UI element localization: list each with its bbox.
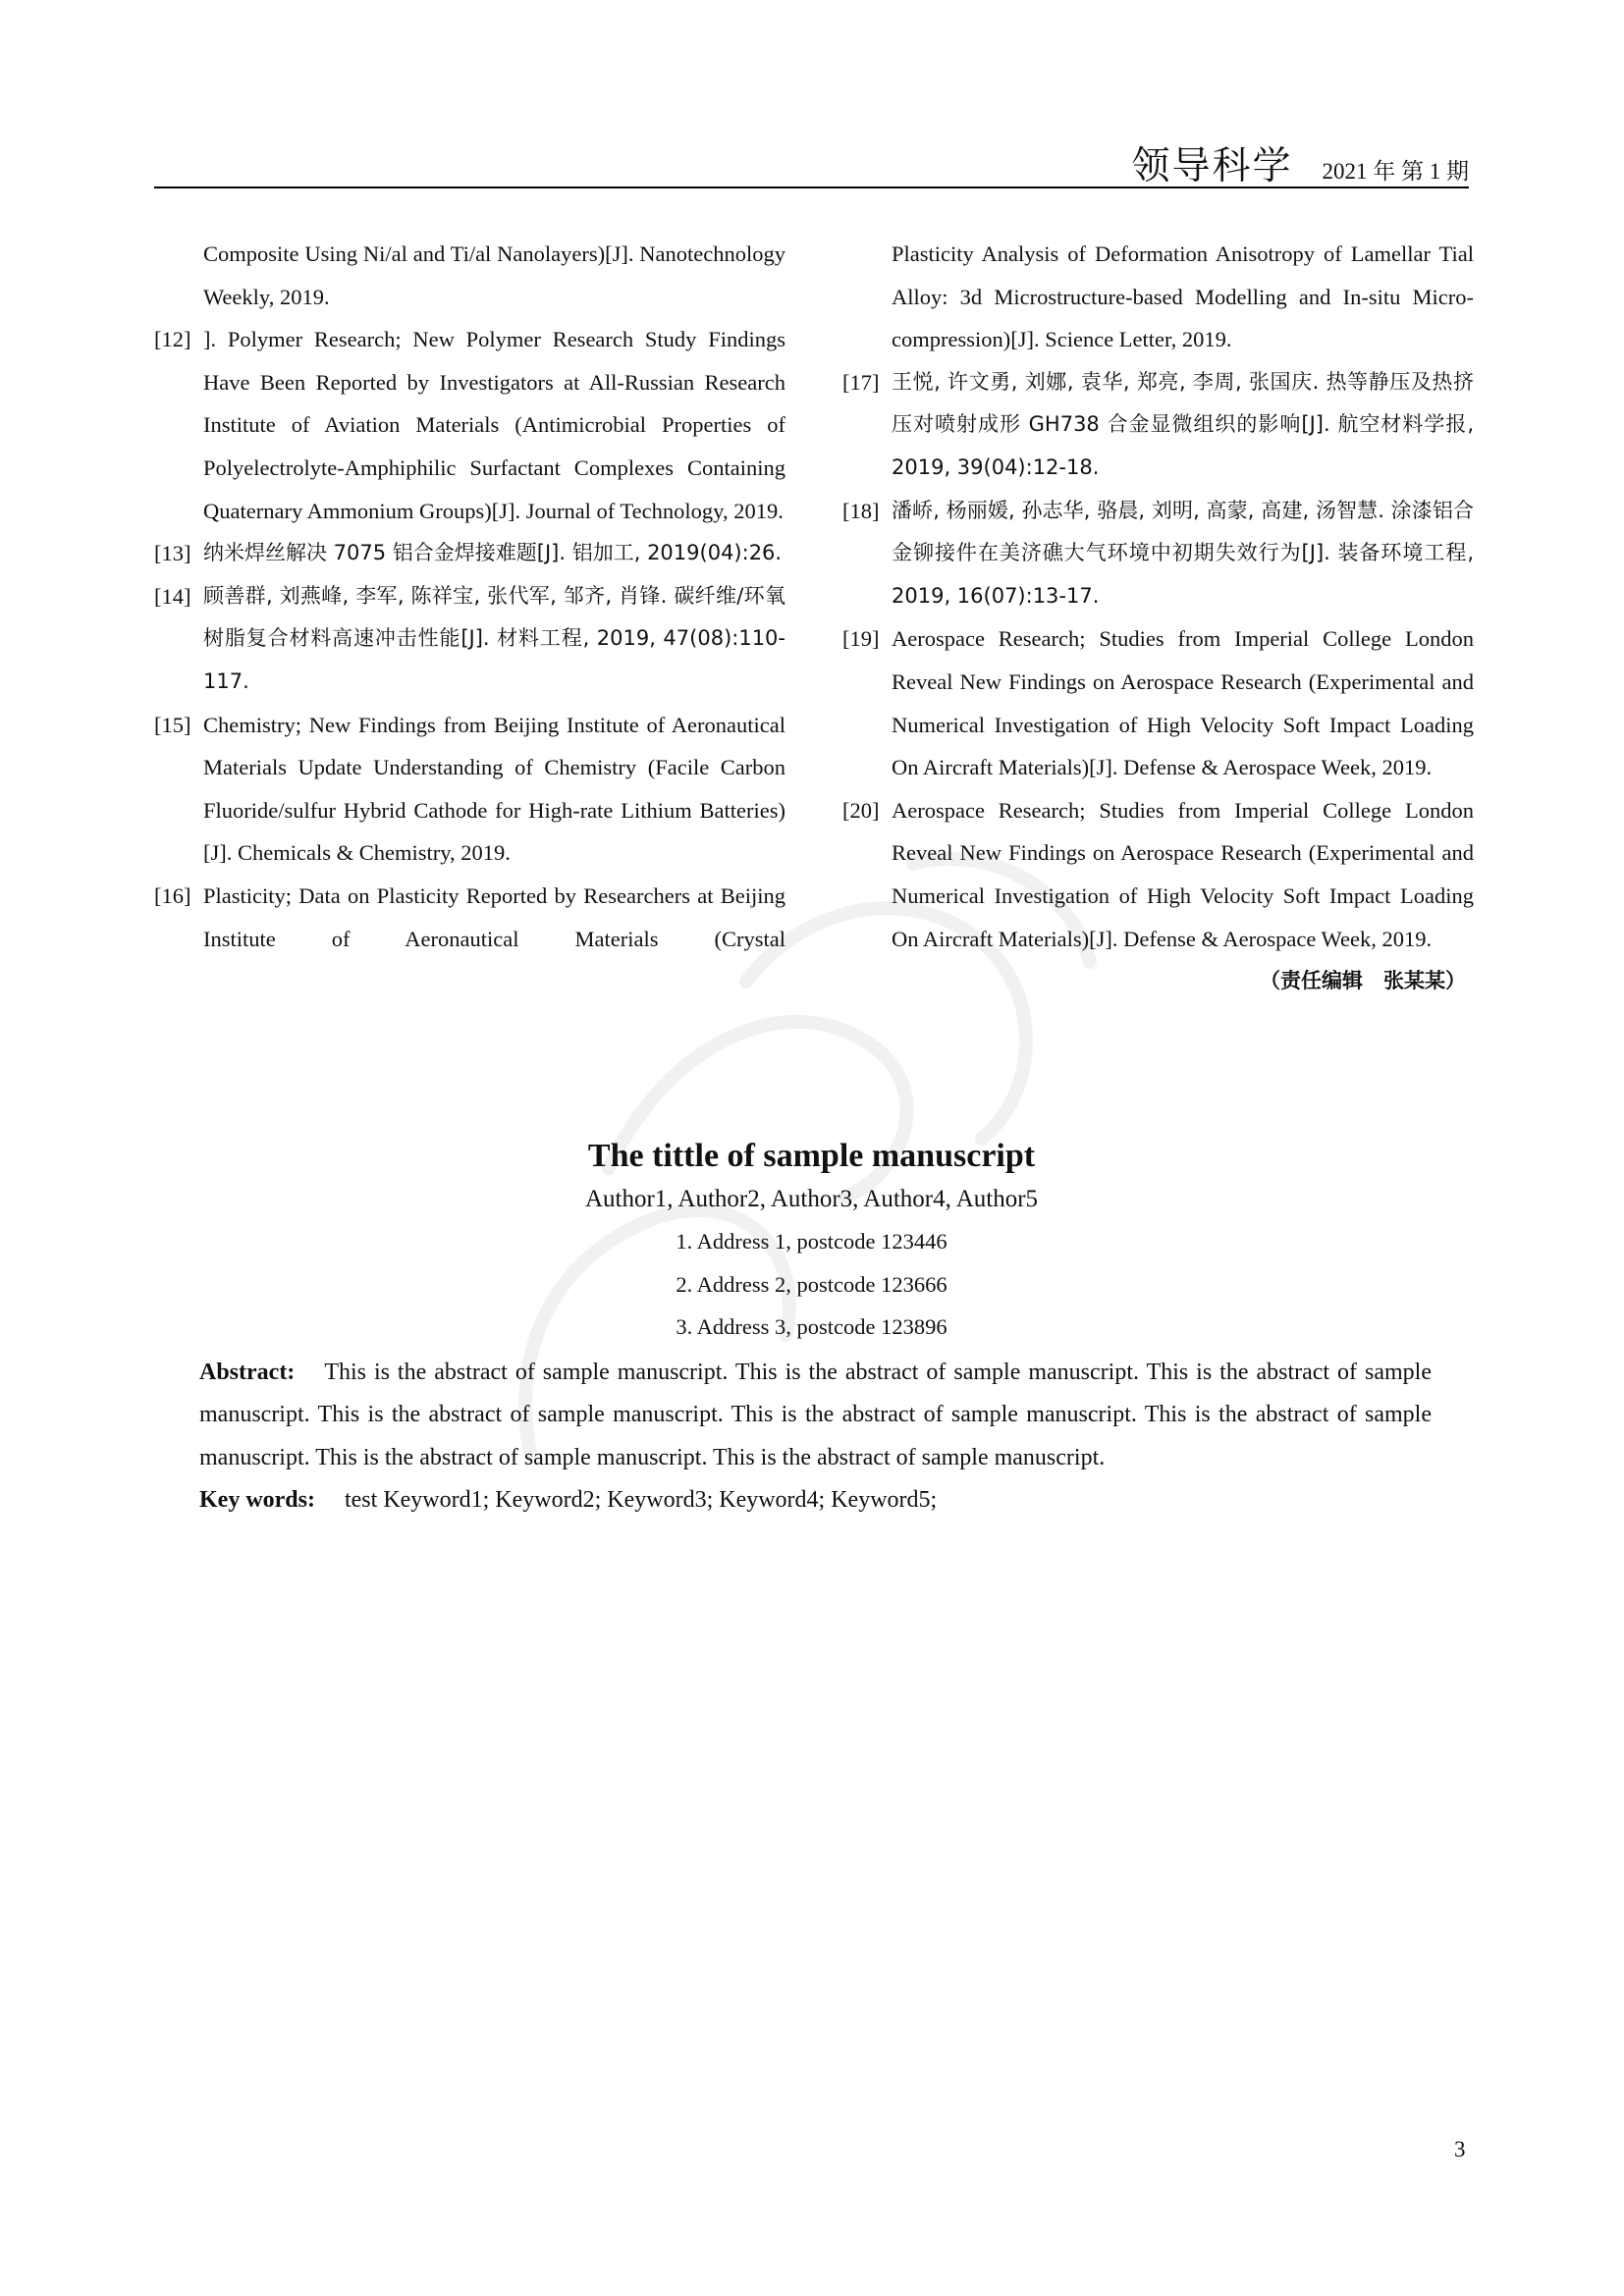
reference-text: Chemistry; New Findings from Beijing Institute of Aeronautical Materials Update Understanding of Chemistry (Facile Carbon Fluoride/sulfur Hybrid Cathode for High-rate Lithium Batteries)[J]. Chemicals & Chemistry, 2019. <box>203 712 785 866</box>
abstract-paragraph <box>199 1352 1432 1479</box>
reference-number: [16] <box>154 882 191 908</box>
reference-number: [13] <box>154 541 191 566</box>
reference-text: Plasticity Analysis of Deformation Anisotropy of Lamellar Tial Alloy: 3d Microstructure-based Modelling and In-situ Micro-compression)[J]. Science Letter, 2019. <box>892 241 1474 352</box>
abstract-text: This is the abstract of sample manuscript. This is the abstract of sample manuscript. This is the abstract of sample manuscript. This is the abstract of sample manuscript. This is the abstract of sample manuscript. This is the abstract of sample manuscript. This is the abstract of sample manuscript. This is the abstract of sample manuscript. <box>199 1360 1432 1470</box>
reference-text: 纳米焊丝解决 7075 铝合金焊接难题[J]. 铝加工, 2019(04):26. <box>203 541 783 565</box>
reference-item <box>842 490 1474 618</box>
reference-number: [20] <box>842 797 880 823</box>
reference-item <box>842 233 1474 361</box>
references-right-column <box>842 233 1474 1003</box>
author-address: 2. Address 2, postcode 123666 <box>676 1271 947 1297</box>
reference-text: Aerospace Research; Studies from Imperial College London Reveal New Findings on Aerospace Research (Experimental and Numerical Investigation of High Velocity Soft Impact Loading On Aircraft Materials)[J]. Defense & Aerospace Week, 2019. <box>892 626 1474 780</box>
reference-number: [15] <box>154 712 191 737</box>
running-head <box>1131 135 1469 190</box>
keywords-label: Key words: <box>199 1487 315 1514</box>
manuscript-header <box>154 1134 1469 1349</box>
reference-item <box>154 875 785 960</box>
issue-info: 2021 年 第 1 期 <box>1322 159 1469 184</box>
reference-item <box>842 361 1474 490</box>
reference-text: ]. Polymer Research; New Polymer Research Study Findings Have Been Reported by Investigators at All-Russian Research Institute of Aviation Materials (Antimicrobial Properties of Polyelectrolyte-Amphiphilic Surfactant Complexes Containing Quaternary Ammonium Groups)[J]. Journal of Technology, 2019. <box>203 327 785 523</box>
reference-number: [19] <box>842 626 880 652</box>
reference-text: 潘峤, 杨丽媛, 孙志华, 骆晨, 刘明, 高蒙, 高建, 汤智慧. 涂漆铝合金铆接件在美济礁大气环境中初期失效行为[J]. 装备环境工程, 2019, 16(07):13-17. <box>892 498 1474 608</box>
reference-item <box>842 789 1474 960</box>
page-number: 3 <box>1454 2137 1466 2162</box>
reference-item <box>154 704 785 875</box>
reference-text: 王悦, 许文勇, 刘娜, 袁华, 郑亮, 李周, 张国庆. 热等静压及热挤压对喷射成形 GH738 合金显微组织的影响[J]. 航空材料学报, 2019, 39(04):12-18. <box>892 369 1474 479</box>
references-left-column <box>154 233 785 960</box>
header-rule <box>154 187 1469 188</box>
abstract-section <box>199 1352 1432 1522</box>
reference-text: 顾善群, 刘燕峰, 李军, 陈祥宝, 张代军, 邹齐, 肖锋. 碳纤维/环氧树脂复合材料高速冲击性能[J]. 材料工程, 2019, 47(08):110-117. <box>203 583 785 693</box>
manuscript-authors: Author1, Author2, Author3, Author4, Author5 <box>584 1186 1039 1212</box>
reference-item <box>842 617 1474 788</box>
reference-text: Aerospace Research; Studies from Imperial College London Reveal New Findings on Aerospace Research (Experimental and Numerical Investigation of High Velocity Soft Impact Loading On Aircraft Materials)[J]. Defense & Aerospace Week, 2019. <box>892 797 1474 951</box>
author-address: 1. Address 1, postcode 123446 <box>676 1229 947 1254</box>
reference-number: [18] <box>842 498 880 523</box>
reference-number: [14] <box>154 583 191 609</box>
reference-number: [12] <box>154 327 191 352</box>
author-address: 3. Address 3, postcode 123896 <box>676 1314 947 1340</box>
abstract-label: Abstract: <box>199 1360 296 1385</box>
keywords-text: test Keyword1; Keyword2; Keyword3; Keyword4; Keyword5; <box>344 1487 938 1514</box>
reference-item <box>154 318 785 532</box>
responsible-editor-note: （责任编辑 张某某） <box>1260 969 1466 993</box>
reference-number: [17] <box>842 369 880 395</box>
reference-item <box>154 575 785 704</box>
reference-item <box>154 233 785 318</box>
keywords-line <box>199 1479 1432 1522</box>
journal-name: 领导科学 <box>1131 144 1293 188</box>
reference-text: Plasticity; Data on Plasticity Reported by Researchers at Beijing Institute of Aeronautical Materials (Crystal <box>203 882 785 951</box>
manuscript-title: The tittle of sample manuscript <box>587 1138 1036 1174</box>
reference-item <box>154 532 785 575</box>
reference-text: Composite Using Ni/al and Ti/al Nanolayers)[J]. Nanotechnology Weekly, 2019. <box>203 241 785 309</box>
